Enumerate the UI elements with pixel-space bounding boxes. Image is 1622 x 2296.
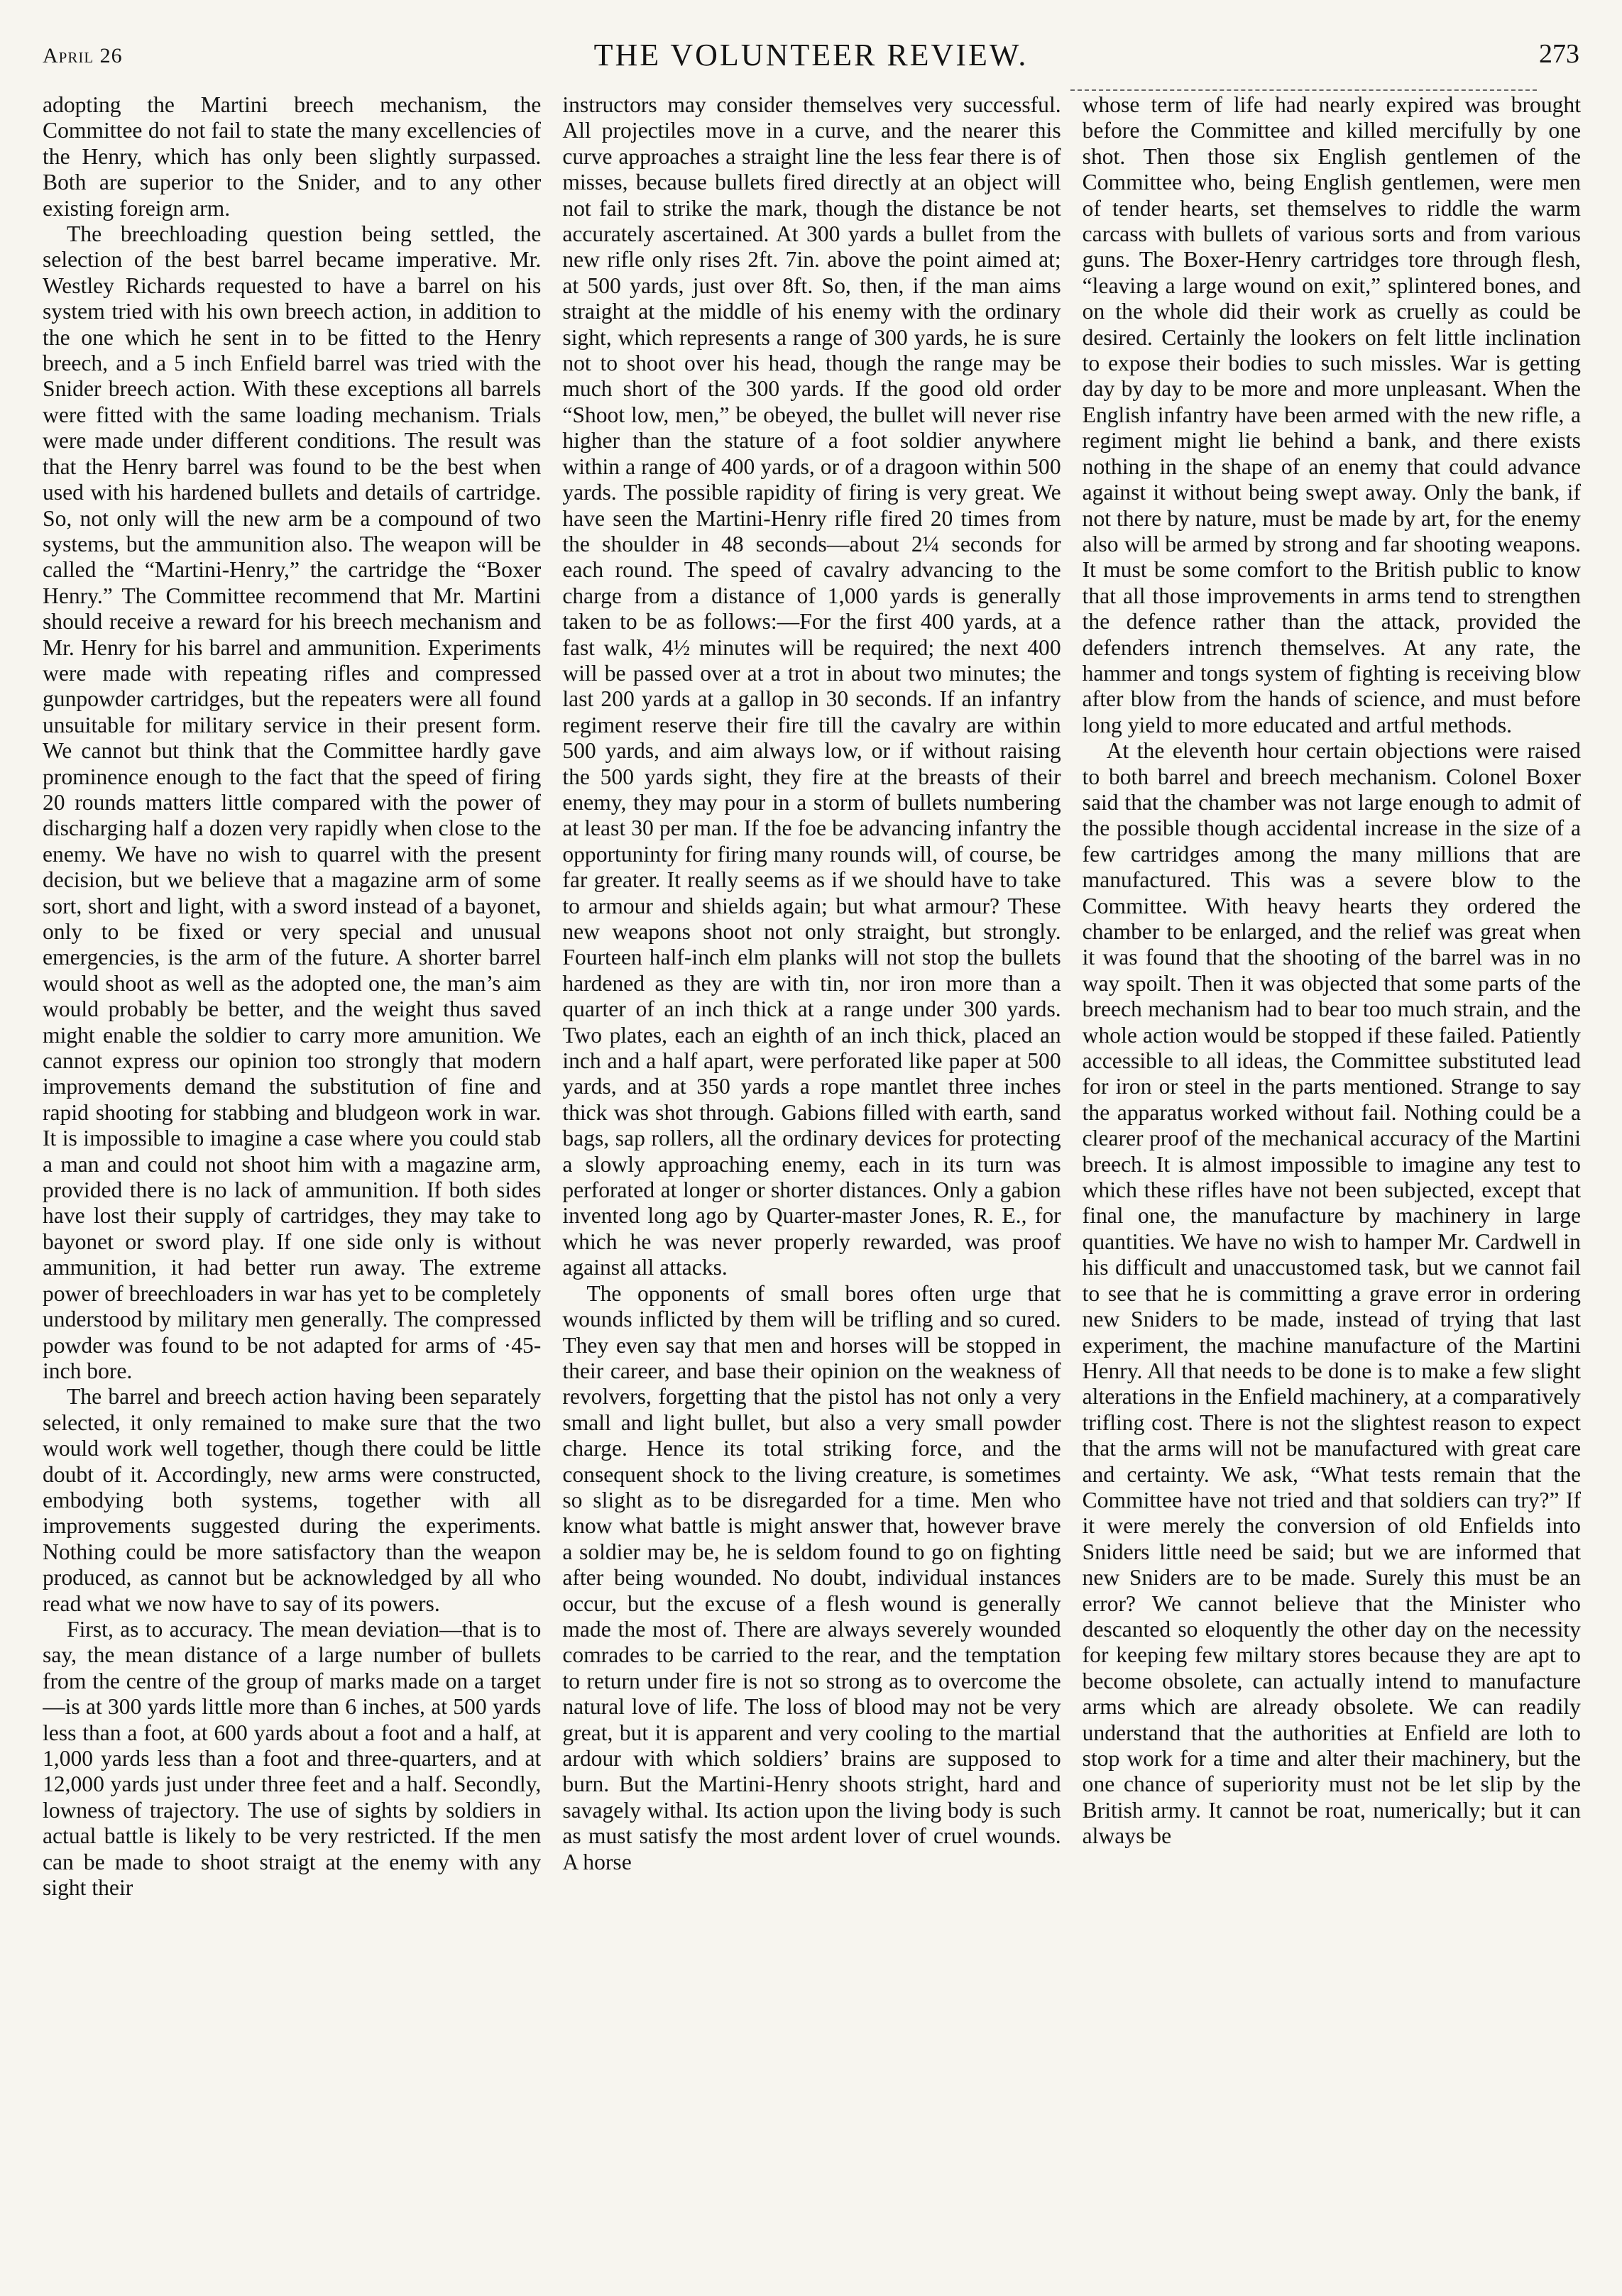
- page-number: 273: [1539, 39, 1579, 69]
- paragraph: instructors may consider themselves very successful. All projectiles move in a curve, and the nearer this curve approaches a straight line the less fear there is of misses, because bullets fired directly at an object will not fail to strike the mark, though the distance be not accurately ascertained. At 300 yards a bullet from the new rifle only rises 2ft. 7in. above the point aimed at; at 500 yards, just over 8ft. So, then, if the man aims straight at the middle of his enemy with the ordinary sight, which represents a range of 300 yards, he is sure not to shoot over his head, though the range may be much short of the 300 yards. If the good old order “Shoot low, men,” be obeyed, the bullet will never rise higher than the stature of a foot soldier anywhere within a range of 400 yards, or of a dragoon within 500 yards. The possible rapidity of firing is very great. We have seen the Martini-Henry rifle fired 20 times from the shoulder in 48 seconds—about 2¼ seconds for each round. The speed of cavalry advancing to the charge from a distance of 1,000 yards is generally taken to be as follows:—For the first 400 yards, at a fast walk, 4½ minutes will be required; the next 400 will be passed over at a trot in about two minutes; the last 200 yards at a gallop in 30 seconds. If an infantry regiment reserve their fire till the cavalry are within 500 yards, and aim always low, or if without raising the 500 yards sight, they fire at the breasts of their enemy, they may pour in a storm of bullets numbering at least 30 per man. If the foe be advancing infantry the opportuninty for firing many rounds will, of course, be far greater. It really seems as if we should have to take to armour and shields again; but what armour? These new weapons shoot not only straight, but strongly. Fourteen half-inch elm planks will not stop the bullets hardened as they are with tin, nor iron more than a quarter of an inch thick at a range under 300 yards. Two plates, each an eighth of an inch thick, placed an inch and a half apart, were perforated like paper at 500 yards, and at 350 yards a rope mantlet three inches thick was shot through. Gabions filled with earth, sand bags, sap rollers, all the ordinary devices for protecting a slowly approaching enemy, each in its turn was perforated at longer or shorter distances. Only a gabion invented long ago by Quarter-master Jones, R. E., for which he was never properly rewarded, was proof against all attacks.: [562, 92, 1061, 1280]
- paragraph: The opponents of small bores often urge that wounds inflicted by them will be trifling and so cured. They even say that men and horses will be stopped in their career, and base their opinion on the weakness of revolvers, forgetting that the pistol has not only a very small and light bullet, but also a very small powder charge. Hence its total striking force, and the consequent shock to the living creature, is sometimes so slight as to be disregarded for a time. Men who know what battle is might answer that, however brave a soldier may be, he is seldom found to go on fighting after being wounded. No doubt, individual instances occur, but the excuse of a flesh wound is generally made the most of. There are always severely wounded comrades to be carried to the rear, and the temptation to return under fire is not so strong as to overcome the natural love of life. The loss of blood may not be very great, but it is apparent and very cooling to the martial ardour with which soldiers’ brains are supposed to burn. But the Martini-Henry shoots stright, hard and savagely withal. Its action upon the living body is such as must satisfy the most ardent lover of cruel wounds. A horse: [562, 1280, 1061, 1874]
- paragraph: adopting the Martini breech mechanism, the Committee do not fail to state the many excellencies of the Henry, which has only been slightly surpassed. Both are superior to the Snider, and to any other existing foreign arm.: [43, 92, 542, 221]
- paragraph: whose term of life had nearly expired was brought before the Committee and killed mercifully by one shot. Then those six English gentlemen of the Committee who, being English gentlemen, were men of tender hearts, set themselves to riddle the warm carcass with bullets of various sorts and from various guns. The Boxer-Henry cartridges tore through flesh, “leaving a large wound on exit,” splintered bones, and on the whole did their work as cruelly as could be desired. Certainly the lookers on felt little inclination to expose their bodies to such missles. War is getting day by day to be more and more unpleasant. When the English infantry have been armed with the new rifle, a regiment might lie behind a bank, and there exists nothing in the shape of an enemy that could advance against it without being swept away. Only the bank, if not there by nature, must be made by art, for the enemy also will be armed by strong and far shooting weapons. It must be some comfort to the British public to know that all those improvements in arms tend to strengthen the defence rather than the attack, provided the defenders intrench themselves. At any rate, the hammer and tongs system of fighting is receiving blow after blow from the hands of science, and must before long yield to more educated and artful methods.: [1082, 92, 1581, 737]
- column-1: [43, 92, 541, 2268]
- header-rule: [1070, 89, 1537, 91]
- issue-date: April 26: [43, 44, 123, 67]
- paragraph: First, as to accuracy. The mean deviation—that is to say, the mean distance of a large number of bullets from the centre of the group of marks made on a target—is at 300 yards little more than 6 inches, at 500 yards less than a foot, at 600 yards about a foot and a half, at 1,000 yards less than a foot and three-quarters, and at 12,000 yards just under three feet and a half. Secondly, lowness of trajectory. The use of sights by soldiers in actual battle is likely to be very restricted. If the men can be made to shoot straigt at the enemy with any sight their: [43, 1616, 542, 1901]
- paragraph: The breechloading question being settled, the selection of the best barrel became imperative. Mr. Westley Richards requested to have a barrel on his system tried with his own breech action, in addition to the one which he sent in to be fitted to the Henry breech, and a 5 inch Enfield barrel was tried with the Snider breech action. With these exceptions all barrels were fitted with the same loading mechanism. Trials were made under different conditions. The result was that the Henry barrel was found to be the best when used with his hardened bullets and details of cartridge. So, not only will the new arm be a compound of two systems, but the ammunition also. The weapon will be called the “Martini-Henry,” the cartridge the “Boxer Henry.” The Committee recommend that Mr. Martini should receive a reward for his breech mechanism and Mr. Henry for his barrel and ammunition. Experiments were made with repeating rifles and compressed gunpowder cartridges, but the repeaters were all found unsuitable for military service in their present form. We cannot but think that the Committee hardly gave prominence enough to the fact that the speed of firing 20 rounds matters little compared with the power of discharging half a dozen very rapidly when close to the enemy. We have no wish to quarrel with the present decision, but we believe that a magazine arm of some sort, short and light, with a sword instead of a bayonet, only to be fixed or very special and unusual emergencies, is the arm of the future. A shorter barrel would shoot as well as the adopted one, the man’s aim would probably be better, and the weight thus saved might enable the soldier to carry more amunition. We cannot express our opinion too strongly that modern improvements demand the substitution of fine and rapid shooting for stabbing and bludgeon work in war. It is impossible to imagine a case where you could stab a man and could not shoot him with a magazine arm, provided there is no lack of ammunition. If both sides have lost their supply of cartridges, they may take to bayonet or sword play. If one side only is without ammunition, it had better run away. The extreme power of breechloaders in war has yet to be completely understood by military men generally. The compressed powder was found to be not adapted for arms of ·45-inch bore.: [43, 221, 542, 1383]
- paragraph: At the eleventh hour certain objections were raised to both barrel and breech mechanism. Colonel Boxer said that the chamber was not large enough to admit of the possible though accidental increase in the size of a few cartridges among the many millions that are manufactured. This was a severe blow to the Committee. With heavy hearts they ordered the chamber to be enlarged, and the relief was great when it was found that the shooting of the barrel was in no way spoilt. Then it was objected that some parts of the breech mechanism had to bear too much strain, and the whole action would be stopped if these failed. Patiently accessible to all ideas, the Committee substituted lead for iron or steel in the parts mentioned. Strange to say the apparatus worked without fail. Nothing could be a clearer proof of the mechanical accuracy of the Martini breech. It is almost impossible to imagine any test to which these rifles have not been subjected, except that final one, the manufacture by machinery in large quantities. We have no wish to hamper Mr. Cardwell in his difficult and unaccustomed task, but we cannot fail to see that he is committing a grave error in ordering new Sniders to be made, instead of trying that last experiment, the machine manufacture of the Martini Henry. All that needs to be done is to make a few slight alterations in the Enfield machinery, at a comparatively trifling cost. There is not the slightest reason to expect that the arms will not be manufactured with great care and certainty. We ask, “What tests remain that the Committee have not tried and that soldiers can try?” If it were merely the conversion of old Enfields into Sniders little need be said; but we are informed that new Sniders are to be made. Surely this must be an error? We cannot believe that the Minister who descanted so eloquently the other day on the necessity for keeping few miltary stores because they are apt to become obsolete, can actually intend to manufacture arms which are already obsolete. We can readily understand that the authorities at Enfield are loth to stop work for a time and alter their machinery, but the one chance of superiority must not be let slip by the British army. It cannot be roat, numerically; but it can always be: [1082, 738, 1581, 1849]
- column-2: [562, 92, 1061, 2268]
- paragraph: The barrel and breech action having been separately selected, it only remained to make sure that the two would work well together, though there could be little doubt of it. Accordingly, new arms were constructed, embodying both systems, together with all improvements suggested during the experiments. Nothing could be more satisfactory than the weapon produced, as cannot but be acknowledged by all who read what we now have to say of its powers.: [43, 1384, 542, 1616]
- column-3: [1083, 92, 1581, 2268]
- article-columns: [43, 92, 1581, 2268]
- publication-title: THE VOLUNTEER REVIEW.: [593, 38, 1029, 72]
- page-header: [43, 31, 1579, 81]
